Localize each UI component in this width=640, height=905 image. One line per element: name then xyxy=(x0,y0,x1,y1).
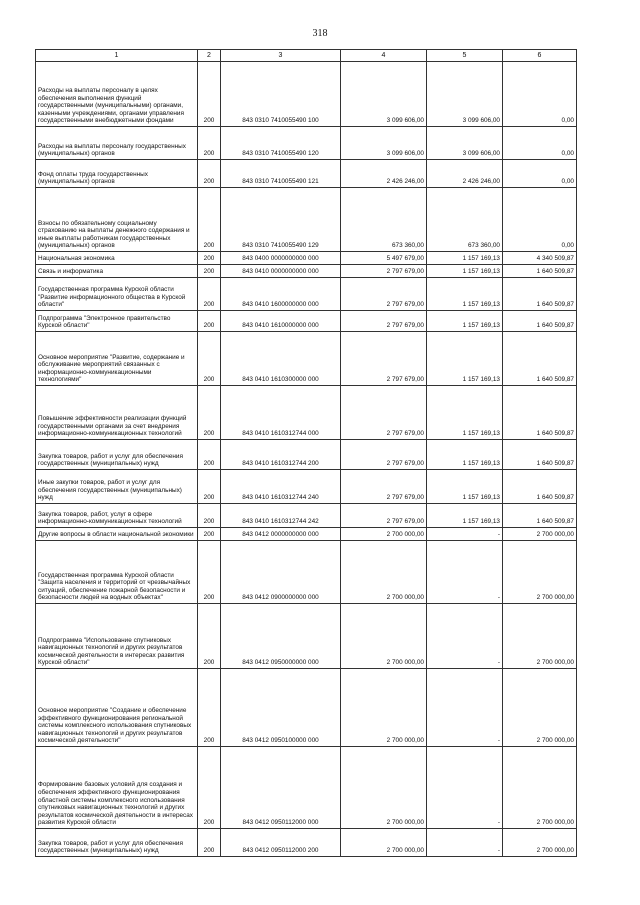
table-row xyxy=(36,604,577,669)
page-number: 318 xyxy=(312,28,328,39)
row-code: 200 xyxy=(198,278,221,311)
table-row xyxy=(36,747,577,829)
row-code: 200 xyxy=(198,311,221,332)
table-row xyxy=(36,386,577,440)
row-value-6: 1 640 509,87 xyxy=(503,440,577,470)
row-name: Формирование базовых условий для создания и обеспечения эффективного функционирования областной системы комплексного использования спутниковых навигационных технологий и других результатов космической деятельности в интересах развития Курской области xyxy=(36,747,198,829)
row-value-6: 2 700 000,00 xyxy=(503,669,577,747)
row-name: Основное мероприятие "Создание и обеспечение эффективного функционирования региональной системы комплексного использования спутниковых навигационных технологий и других результатов космической деятельности" xyxy=(36,669,198,747)
row-value-6: 0,00 xyxy=(503,160,577,188)
row-value-6: 1 640 509,87 xyxy=(503,311,577,332)
row-name: Основное мероприятие "Развитие, содержание и обслуживание мероприятий связанных с информационно-коммуникационными технологиями" xyxy=(36,332,198,386)
row-value-4: 2 797 679,00 xyxy=(341,386,427,440)
row-value-5: 673 360,00 xyxy=(427,188,503,252)
row-code: 200 xyxy=(198,504,221,528)
column-header: 4 xyxy=(341,50,427,62)
table-row xyxy=(36,278,577,311)
row-value-4: 2 700 000,00 xyxy=(341,541,427,604)
row-value-5: 1 157 169,13 xyxy=(427,252,503,265)
row-kbk: 843 0310 7410055490 129 xyxy=(221,188,341,252)
row-value-6: 4 340 509,87 xyxy=(503,252,577,265)
row-value-6: 1 640 509,87 xyxy=(503,504,577,528)
row-name: Иные закупки товаров, работ и услуг для обеспечения государственных (муниципальных) нужд xyxy=(36,470,198,504)
row-value-4: 2 700 000,00 xyxy=(341,669,427,747)
row-value-5: 1 157 169,13 xyxy=(427,470,503,504)
row-name: Расходы на выплаты персоналу в целях обеспечения выполнения функций государственными (муниципальными) органами, казенными учреждениями, органами управления государственными внебюджетными фондами xyxy=(36,62,198,127)
row-value-4: 5 497 679,00 xyxy=(341,252,427,265)
row-kbk: 843 0412 0950100000 000 xyxy=(221,669,341,747)
table-row xyxy=(36,669,577,747)
table-row xyxy=(36,265,577,278)
row-code: 200 xyxy=(198,604,221,669)
budget-table xyxy=(35,49,577,857)
row-kbk: 843 0410 1610312744 240 xyxy=(221,470,341,504)
row-kbk: 843 0410 1610000000 000 xyxy=(221,311,341,332)
row-code: 200 xyxy=(198,62,221,127)
row-value-4: 3 099 606,00 xyxy=(341,62,427,127)
row-name: Другие вопросы в области национальной экономики xyxy=(36,528,198,541)
row-kbk: 843 0410 1610312744 200 xyxy=(221,440,341,470)
row-code: 200 xyxy=(198,829,221,857)
row-kbk: 843 0410 1600000000 000 xyxy=(221,278,341,311)
row-code: 200 xyxy=(198,747,221,829)
row-value-6: 2 700 000,00 xyxy=(503,604,577,669)
row-value-5: 3 099 606,00 xyxy=(427,127,503,160)
row-kbk: 843 0310 7410055490 120 xyxy=(221,127,341,160)
row-value-4: 2 797 679,00 xyxy=(341,265,427,278)
row-value-5: 1 157 169,13 xyxy=(427,504,503,528)
table-row xyxy=(36,311,577,332)
row-value-6: 0,00 xyxy=(503,62,577,127)
column-header: 5 xyxy=(427,50,503,62)
row-value-4: 2 700 000,00 xyxy=(341,747,427,829)
row-name: Фонд оплаты труда государственных (муниципальных) органов xyxy=(36,160,198,188)
row-name: Государственная программа Курской области "Развитие информационного общества в Курской области" xyxy=(36,278,198,311)
row-kbk: 843 0310 7410055490 121 xyxy=(221,160,341,188)
row-value-6: 0,00 xyxy=(503,127,577,160)
row-kbk: 843 0310 7410055490 100 xyxy=(221,62,341,127)
table-header-row xyxy=(36,50,577,62)
row-code: 200 xyxy=(198,252,221,265)
row-value-5: 1 157 169,13 xyxy=(427,311,503,332)
row-code: 200 xyxy=(198,160,221,188)
row-value-4: 2 797 679,00 xyxy=(341,470,427,504)
table-row xyxy=(36,440,577,470)
row-code: 200 xyxy=(198,332,221,386)
table-row xyxy=(36,332,577,386)
row-code: 200 xyxy=(198,669,221,747)
row-value-4: 3 099 606,00 xyxy=(341,127,427,160)
row-kbk: 843 0412 0000000000 000 xyxy=(221,528,341,541)
row-kbk: 843 0410 1610300000 000 xyxy=(221,332,341,386)
row-kbk: 843 0412 0950000000 000 xyxy=(221,604,341,669)
row-value-5: 2 426 246,00 xyxy=(427,160,503,188)
row-value-4: 2 700 000,00 xyxy=(341,604,427,669)
row-name: Государственная программа Курской области "Защита населения и территорий от чрезвычайных ситуаций, обеспечение пожарной безопасности и безопасности людей на водных объектах" xyxy=(36,541,198,604)
row-value-5: 1 157 169,13 xyxy=(427,265,503,278)
row-value-6: 2 700 000,00 xyxy=(503,528,577,541)
row-name: Повышение эффективности реализации функций государственными органами за счет внедрения информационно-коммуникационных технологий xyxy=(36,386,198,440)
row-value-5: 1 157 169,13 xyxy=(427,386,503,440)
row-code: 200 xyxy=(198,440,221,470)
column-header: 6 xyxy=(503,50,577,62)
table-row xyxy=(36,252,577,265)
row-name: Закупка товаров, работ, услуг в сфере информационно-коммуникационных технологий xyxy=(36,504,198,528)
row-value-6: 1 640 509,87 xyxy=(503,278,577,311)
row-value-5: - xyxy=(427,604,503,669)
row-name: Взносы по обязательному социальному страхованию на выплаты денежного содержания и иные выплаты работникам государственных (муниципальных) органов xyxy=(36,188,198,252)
table-row xyxy=(36,528,577,541)
row-value-6: 2 700 000,00 xyxy=(503,829,577,857)
row-code: 200 xyxy=(198,528,221,541)
row-name: Национальная экономика xyxy=(36,252,198,265)
row-value-5: - xyxy=(427,669,503,747)
row-kbk: 843 0410 0000000000 000 xyxy=(221,265,341,278)
row-value-4: 673 360,00 xyxy=(341,188,427,252)
row-kbk: 843 0412 0950112000 200 xyxy=(221,829,341,857)
row-code: 200 xyxy=(198,188,221,252)
row-kbk: 843 0400 0000000000 000 xyxy=(221,252,341,265)
row-value-4: 2 797 679,00 xyxy=(341,278,427,311)
row-kbk: 843 0412 0900000000 000 xyxy=(221,541,341,604)
table-row xyxy=(36,541,577,604)
row-value-6: 1 640 509,87 xyxy=(503,332,577,386)
table-row xyxy=(36,188,577,252)
table-row xyxy=(36,504,577,528)
row-kbk: 843 0412 0950112000 000 xyxy=(221,747,341,829)
table-row xyxy=(36,127,577,160)
row-name: Подпрограмма "Электронное правительство Курской области" xyxy=(36,311,198,332)
row-code: 200 xyxy=(198,386,221,440)
column-header: 1 xyxy=(36,50,198,62)
row-value-6: 0,00 xyxy=(503,188,577,252)
row-name: Расходы на выплаты персоналу государственных (муниципальных) органов xyxy=(36,127,198,160)
row-value-5: - xyxy=(427,829,503,857)
row-value-5: 1 157 169,13 xyxy=(427,332,503,386)
row-name: Связь и информатика xyxy=(36,265,198,278)
row-name: Закупка товаров, работ и услуг для обеспечения государственных (муниципальных) нужд xyxy=(36,440,198,470)
row-value-6: 1 640 509,87 xyxy=(503,470,577,504)
table-row xyxy=(36,829,577,857)
row-kbk: 843 0410 1610312744 000 xyxy=(221,386,341,440)
row-value-4: 2 797 679,00 xyxy=(341,311,427,332)
row-value-6: 2 700 000,00 xyxy=(503,747,577,829)
row-value-4: 2 426 246,00 xyxy=(341,160,427,188)
row-value-5: - xyxy=(427,528,503,541)
row-value-4: 2 700 000,00 xyxy=(341,829,427,857)
row-value-5: 1 157 169,13 xyxy=(427,278,503,311)
row-value-4: 2 797 679,00 xyxy=(341,440,427,470)
row-name: Закупка товаров, работ и услуг для обеспечения государственных (муниципальных) нужд xyxy=(36,829,198,857)
row-value-5: - xyxy=(427,541,503,604)
row-code: 200 xyxy=(198,265,221,278)
row-value-4: 2 700 000,00 xyxy=(341,528,427,541)
table-row xyxy=(36,160,577,188)
row-value-5: - xyxy=(427,747,503,829)
row-kbk: 843 0410 1610312744 242 xyxy=(221,504,341,528)
row-code: 200 xyxy=(198,470,221,504)
row-value-6: 1 640 509,87 xyxy=(503,265,577,278)
row-value-4: 2 797 679,00 xyxy=(341,332,427,386)
row-value-4: 2 797 679,00 xyxy=(341,504,427,528)
row-value-5: 1 157 169,13 xyxy=(427,440,503,470)
row-value-5: 3 099 606,00 xyxy=(427,62,503,127)
column-header: 2 xyxy=(198,50,221,62)
row-value-6: 2 700 000,00 xyxy=(503,541,577,604)
table-row xyxy=(36,62,577,127)
row-name: Подпрограмма "Использование спутниковых навигационных технологий и других результатов космической деятельности в интересах развития Курской области" xyxy=(36,604,198,669)
column-header: 3 xyxy=(221,50,341,62)
row-value-6: 1 640 509,87 xyxy=(503,386,577,440)
row-code: 200 xyxy=(198,541,221,604)
table-row xyxy=(36,470,577,504)
row-code: 200 xyxy=(198,127,221,160)
